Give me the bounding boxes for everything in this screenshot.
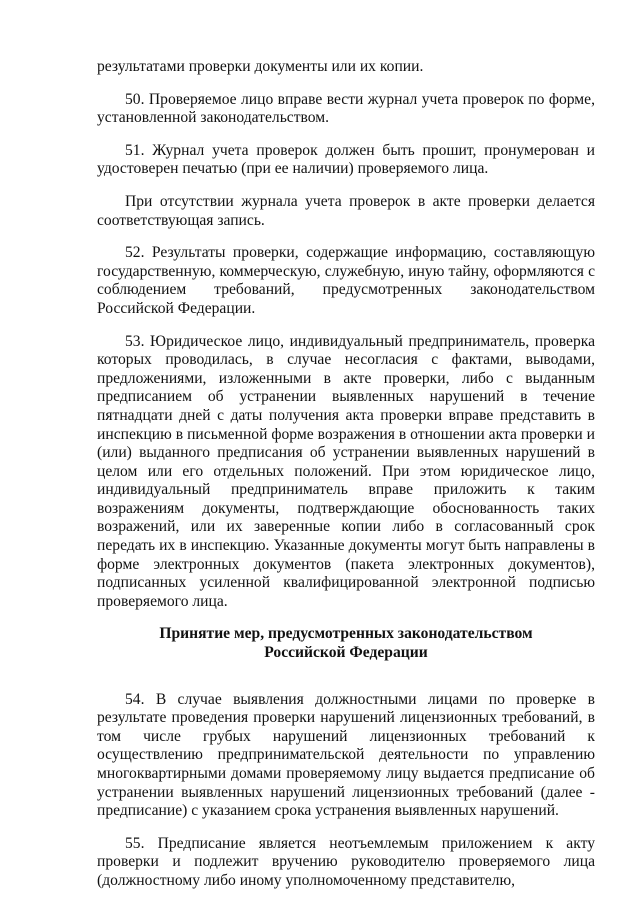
paragraph-53: 53. Юридическое лицо, индивидуальный предприниматель, проверка которых проводилась, в случае несогласия с фактами, выводами, предложениями, изложенными в акте проверки, либо с выданным предписанием об устранении выявленных нарушений в течение пятнадцати дней с даты получения акта проверки вправе представить в инспекцию в письменной форме возражения в отношении акта проверки и (или) выданного предписания об устранении выявленных нарушений в целом или его отдельных положений. При этом юридическое лицо, индивидуальный предприниматель вправе приложить к таким возражениям документы, подтверждающие обоснованность таких возражений, или их заверенные копии либо в согласованный срок передать их в инспекцию. Указанные документы могут быть направлены в форме электронных документов (пакета электронных документов), подписанных усиленной квалифицированной электронной подписью проверяемого лица.: [97, 332, 595, 610]
paragraph-51-note: При отсутствии журнала учета проверок в акте проверки делается соответствующая запись.: [97, 192, 595, 229]
paragraph-52: 52. Результаты проверки, содержащие информацию, составляющую государственную, коммерческую, служебную, иную тайну, оформляются с соблюдением требований, предусмотренных законодательством Российской Федерации.: [97, 244, 595, 317]
section-heading-line-1: Принятие мер, предусмотренных законодательством: [159, 625, 533, 643]
paragraph-55: 55. Предписание является неотъемлемым приложением к акту проверки и подлежит вручению руководителю проверяемого лица (должностному либо иному уполномоченному представителю,: [97, 834, 595, 889]
document-body: [97, 58, 595, 905]
paragraph-continuation: результатами проверки документы или их копии.: [97, 58, 424, 75]
paragraph-50: 50. Проверяемое лицо вправе вести журнал учета проверок по форме, установленной законодательством.: [97, 90, 595, 127]
paragraph-54: 54. В случае выявления должностными лицами по проверке в результате проведения проверки нарушений лицензионных требований, в том числе грубых нарушений лицензионных требований к осуществлению предпринимательской деятельности по управлению многоквартирными домами проверяемому лицу выдается предписание об устранении выявленных нарушений лицензионных требований (далее - предписание) с указанием срока устранения выявленных нарушений.: [97, 690, 595, 820]
paragraph-51: 51. Журнал учета проверок должен быть прошит, пронумерован и удостоверен печатью (при ее наличии) проверяемого лица.: [97, 141, 595, 178]
section-heading: [97, 625, 595, 662]
section-heading-line-2: Российской Федерации: [264, 644, 428, 662]
